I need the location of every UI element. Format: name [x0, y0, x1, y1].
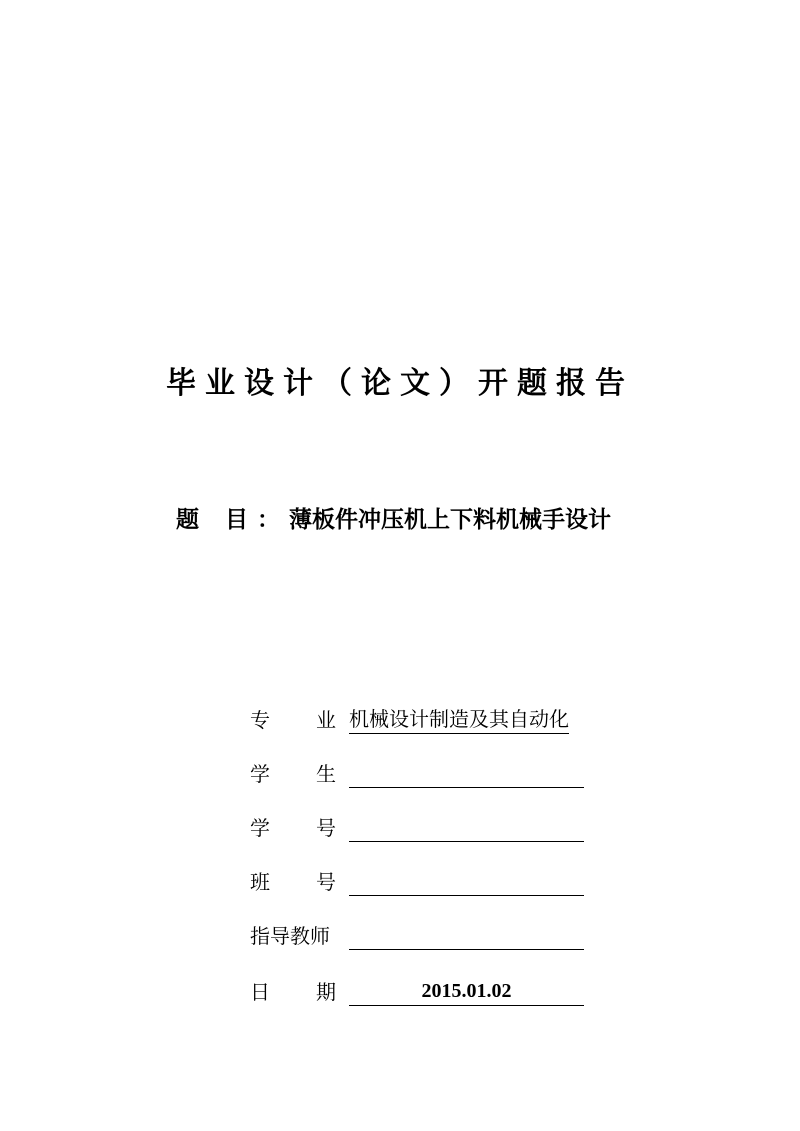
- field-label-char: 日: [250, 980, 270, 1004]
- field-label-char: 学: [250, 816, 270, 840]
- field-value-major: 机械设计制造及其自动化: [349, 703, 569, 734]
- field-label-char: 班: [250, 870, 270, 894]
- field-label-char: 业: [316, 708, 336, 732]
- field-label-char: 号: [316, 870, 336, 894]
- field-row-student: [250, 757, 590, 791]
- field-row-date: [250, 975, 590, 1009]
- topic-value: 薄板件冲压机上下料机械手设计: [289, 507, 612, 533]
- field-label-char: 生: [316, 762, 336, 786]
- field-label-char: 学: [250, 762, 270, 786]
- field-label-char: 号: [316, 816, 336, 840]
- field-row-student-id: [250, 811, 590, 845]
- field-label-text: 指导教师: [250, 924, 330, 948]
- field-label-char: 期: [316, 980, 336, 1004]
- field-label-char: 专: [250, 708, 270, 732]
- topic-label: 题 目：: [176, 507, 290, 533]
- field-row-major: [250, 703, 590, 737]
- field-value-student-id[interactable]: [349, 811, 584, 842]
- field-value-date: 2015.01.02: [349, 975, 584, 1006]
- field-value-class[interactable]: [349, 865, 584, 896]
- field-value-advisor[interactable]: [349, 919, 584, 950]
- field-value-student[interactable]: [349, 757, 584, 788]
- document-title: 毕业设计（论文）开题报告: [166, 366, 634, 401]
- field-row-class: [250, 865, 590, 899]
- topic-row: [176, 502, 611, 538]
- field-row-advisor: [250, 919, 590, 953]
